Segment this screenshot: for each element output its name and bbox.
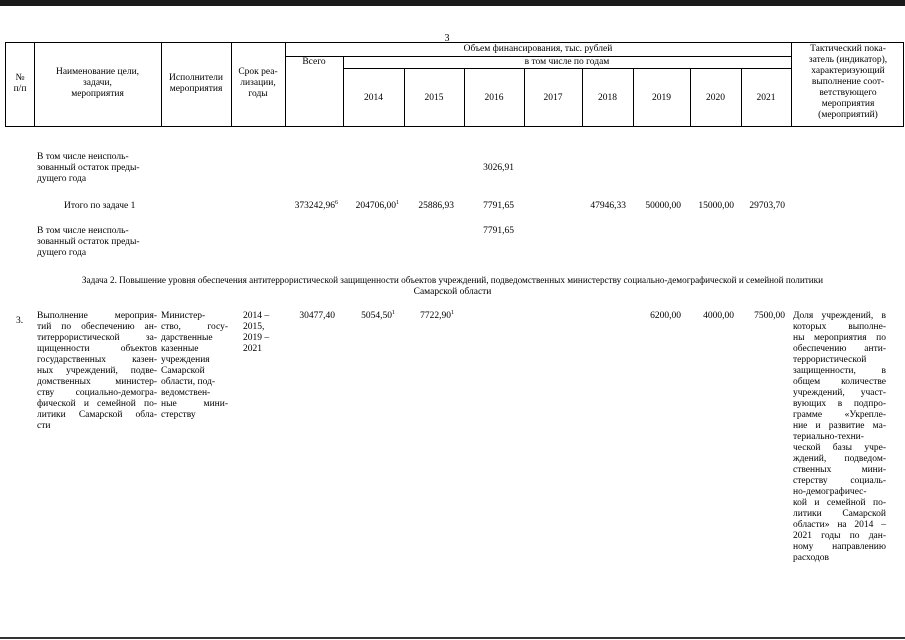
row-total-task1-2015: 25886,93 xyxy=(418,201,454,211)
header-year: 2016 xyxy=(484,93,504,103)
row3-name: Выполнение мероприя- тий по обеспечению ан- титеррористической за- щищенности объектов государственных казен- ных учреждений, подве- домственных министер- ству социально-демогра- фической и семейной по- литики Самарской обла- сти xyxy=(37,311,157,431)
row-unused-1-2016: 3026,91 xyxy=(483,163,514,173)
header-by-years: в том числе по годам xyxy=(524,57,610,67)
table-header xyxy=(5,42,904,127)
header-executors: Исполнители мероприятия xyxy=(169,73,223,94)
header-indicator: Тактический пока- затель (индикатор), характеризующий выполнение соот- ветствующего мероприятия (мероприятий) xyxy=(808,44,888,120)
row3-num: 3. xyxy=(16,316,24,326)
row-total-task1-2020: 15000,00 xyxy=(698,201,734,211)
row3-2014: 5054,50$^1$ xyxy=(361,309,395,321)
row3-2019: 6200,00 xyxy=(650,311,681,321)
row-total-task1-2014: 204706,00$^1$ xyxy=(355,199,399,211)
header-term: Срок реа- лизации, годы xyxy=(238,67,278,99)
header-year: 2020 xyxy=(706,93,725,103)
row-total-task1-2019: 50000,00 xyxy=(645,201,681,211)
header-name: Наименование цели, задачи, мероприятия xyxy=(55,67,140,99)
header-year: 2014 xyxy=(364,93,383,103)
row-unused-2-label: В том числе неисполь- зованный остаток преды- дущего года xyxy=(37,226,140,258)
row-total-task1-2016: 7791,65 xyxy=(483,201,514,211)
row3-2021: 7500,00 xyxy=(754,311,785,321)
row3-2015: 7722,90$^1$ xyxy=(420,309,454,321)
row-total-task1-label: Итого по задаче 1 xyxy=(64,201,136,211)
row-total-task1-total: 373242,96$^6$ xyxy=(294,199,338,211)
task2-title-line1: Задача 2. Повышение уровня обеспечения антитеррористической защищенности объектов учреждений, подведомственных министерству социально-демографической и семейной политики xyxy=(81,275,824,285)
header-year: 2019 xyxy=(652,93,671,103)
row3-2020: 4000,00 xyxy=(703,311,734,321)
task2-title-line2: Самарской области xyxy=(413,287,492,297)
row3-executors: Министер- ство, госу- дарственные казенные учреждения Самарской области, под- ведомствен- ные мини- стерству xyxy=(161,311,228,420)
row3-total: 30477,40 xyxy=(299,311,335,321)
row-total-task1-2021: 29703,70 xyxy=(749,201,785,211)
row3-term: 2014 – 2015, 2019 – 2021 xyxy=(243,311,270,354)
page-number: 3 xyxy=(444,33,450,44)
row3-indicator: Доля учреждений, в которых выполне- ны мероприятия по обеспечению анти- террористической защищенности, в общем количестве учреждений, участ- вующих в подпро- грамме «Укрепле- ние и развитие ма- териально-техни- ческой базы учре- ждений, подведом- ственных мини- стерству социаль- но-демографичес- кой и семейной по- литики Самарской области» на 2014 – 2021 годы по дан- ному направлению расходов xyxy=(793,311,886,563)
header-total: Всего xyxy=(302,57,326,67)
header-year: 2015 xyxy=(424,93,444,103)
row-total-task1-2018: 47946,33 xyxy=(590,201,626,211)
bottom-border xyxy=(0,637,905,639)
header-year: 2018 xyxy=(598,93,617,103)
row-unused-2-2016: 7791,65 xyxy=(483,226,514,236)
header-year: 2017 xyxy=(543,93,563,103)
header-num: № п/п xyxy=(13,73,27,94)
top-border xyxy=(0,0,905,6)
header-financing: Объем финансирования, тыс. рублей xyxy=(463,44,613,54)
row-unused-1-label: В том числе неисполь- зованный остаток преды- дущего года xyxy=(37,152,140,184)
header-year: 2021 xyxy=(756,93,776,103)
